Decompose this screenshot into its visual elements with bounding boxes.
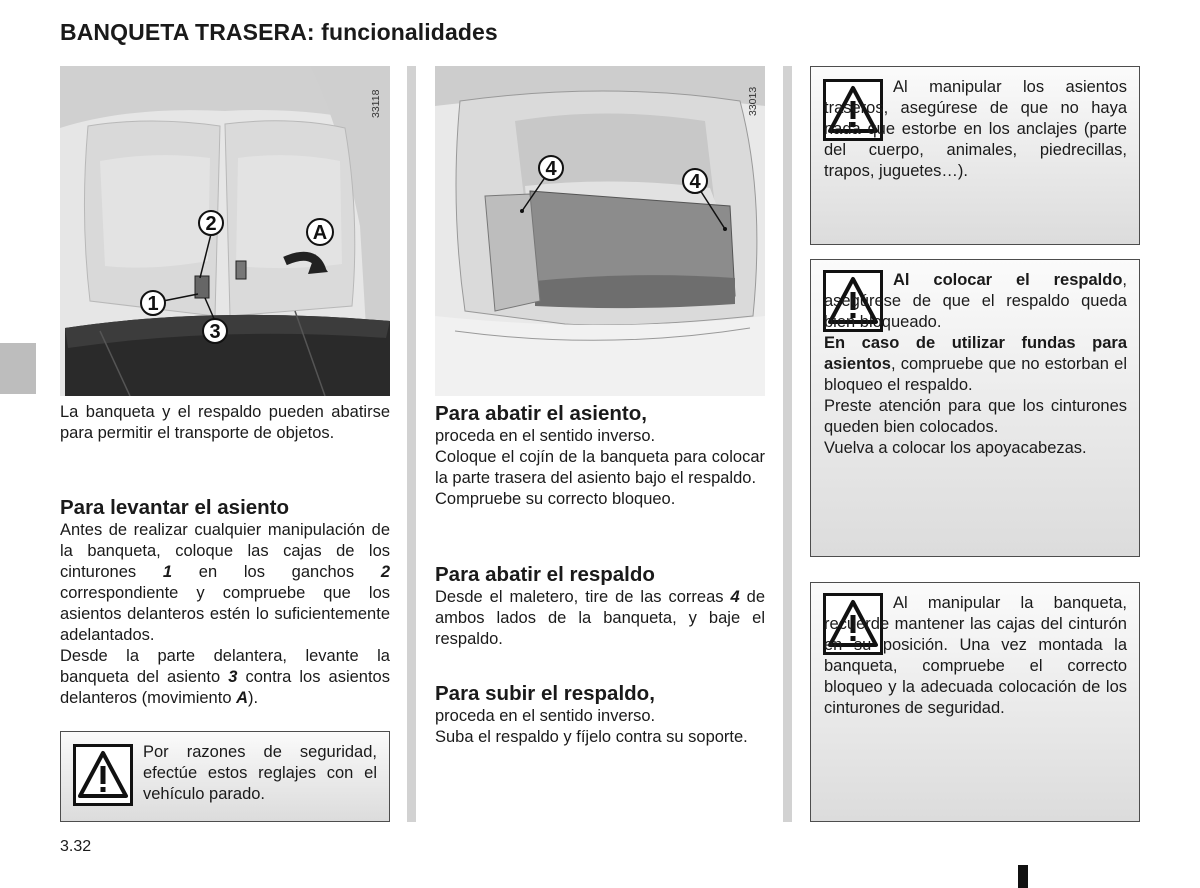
- callout-1: 1: [147, 293, 159, 315]
- callout-4-right: 4: [689, 171, 701, 193]
- heading-fold-back: Para abatir el respaldo: [435, 563, 655, 586]
- figure-code: 33118: [370, 89, 382, 118]
- heading-raise-seat: Para levantar el asiento: [60, 496, 290, 519]
- column-divider-left: [407, 66, 416, 822]
- ref-A: A: [236, 689, 248, 707]
- column-divider-right: [783, 66, 792, 822]
- fold-seat-line-3: Compruebe su correcto bloqueo.: [435, 490, 676, 508]
- rear-seat-illustration: [60, 66, 390, 396]
- callout-3: 3: [209, 321, 221, 343]
- callout-A: A: [312, 222, 328, 244]
- warning-text-backrest: Al colocar el respaldo, asegúrese de que el respaldo queda bien bloqueado. En caso de utilizar fundas para asientos, compruebe que no estorban el bloqueo el respaldo. Preste atención para que los cinturones queden bien colocados. Vuelva a colocar los apoyacabezas.: [824, 271, 1127, 457]
- warning-text-anchors: Al manipular los asientos traseros, asegúrese de que no haya nada que estorbe en los anclajes (parte del cuerpo, animales, piedrecillas, trapos, juguetes…).: [824, 78, 1127, 180]
- fold-seat-line-1: proceda en el sentido inverso.: [435, 427, 656, 445]
- callout-2: 2: [205, 213, 217, 235]
- warning-text-bench: Al manipular la banqueta, recuerde mantener las cajas del cinturón en su posición. Una vez montada la banqueta, compruebe el correcto bloqueo y la adecuada colocación de los cinturones de seguridad.: [824, 594, 1127, 717]
- warning-triangle-icon: [73, 744, 133, 806]
- ref-4: 4: [730, 588, 740, 606]
- raise-seat-paragraph-2: Desde la parte delantera, levante la banqueta del asiento 3 contra los asientos delanteros (movimiento A).: [60, 647, 390, 707]
- section-tab-marker: [0, 343, 36, 394]
- raise-back-line-2: Suba el respaldo y fíjelo contra su soporte.: [435, 728, 748, 746]
- fold-back-paragraph: Desde el maletero, tire de las correas 4 de ambos lados de la banqueta, y baje el respaldo.: [435, 588, 766, 648]
- page-edge-marker: [1018, 865, 1028, 888]
- raise-seat-paragraph-1: Antes de realizar cualquier manipulación de la banqueta, coloque las cajas de los cinturones 1 en los ganchos 2 correspondiente y compruebe que los asientos delanteros estén lo suficientemente adelantados.: [60, 521, 390, 644]
- warning-box-backrest: [810, 259, 1140, 557]
- covers-bold: En caso de utilizar fundas para asientos: [824, 334, 1127, 373]
- rear-seat-drawing: [60, 66, 390, 396]
- fold-seat-line-2: Coloque el cojín de la banqueta para colocar la parte trasera del asiento bajo el respaldo.: [435, 448, 765, 487]
- trunk-drawing: [435, 66, 765, 396]
- ref-3: 3: [228, 668, 238, 686]
- heading-raise-back: Para subir el respaldo,: [435, 682, 655, 705]
- intro-paragraph: La banqueta y el respaldo pueden abatirse para permitir el transporte de objetos.: [60, 403, 390, 442]
- warning-box-bench: [810, 582, 1140, 822]
- page-number: 3.32: [60, 838, 92, 855]
- backrest-bold: Al colocar el respaldo: [893, 271, 1123, 289]
- heading-fold-seat: Para abatir el asiento,: [435, 402, 647, 425]
- page-title: BANQUETA TRASERA: funcionalidades: [60, 19, 498, 45]
- callout-4-left: 4: [545, 158, 557, 180]
- warning-box-safety: [60, 731, 390, 822]
- trunk-illustration: [435, 66, 765, 396]
- warning-box-anchors: [810, 66, 1140, 245]
- ref-2: 2: [380, 563, 390, 581]
- figure-code: 33013: [747, 86, 759, 116]
- ref-1: 1: [162, 563, 173, 581]
- raise-back-line-1: proceda en el sentido inverso.: [435, 707, 656, 725]
- warning-text-safety: Por razones de seguridad, efectúe estos reglajes con el vehículo parado.: [143, 743, 377, 803]
